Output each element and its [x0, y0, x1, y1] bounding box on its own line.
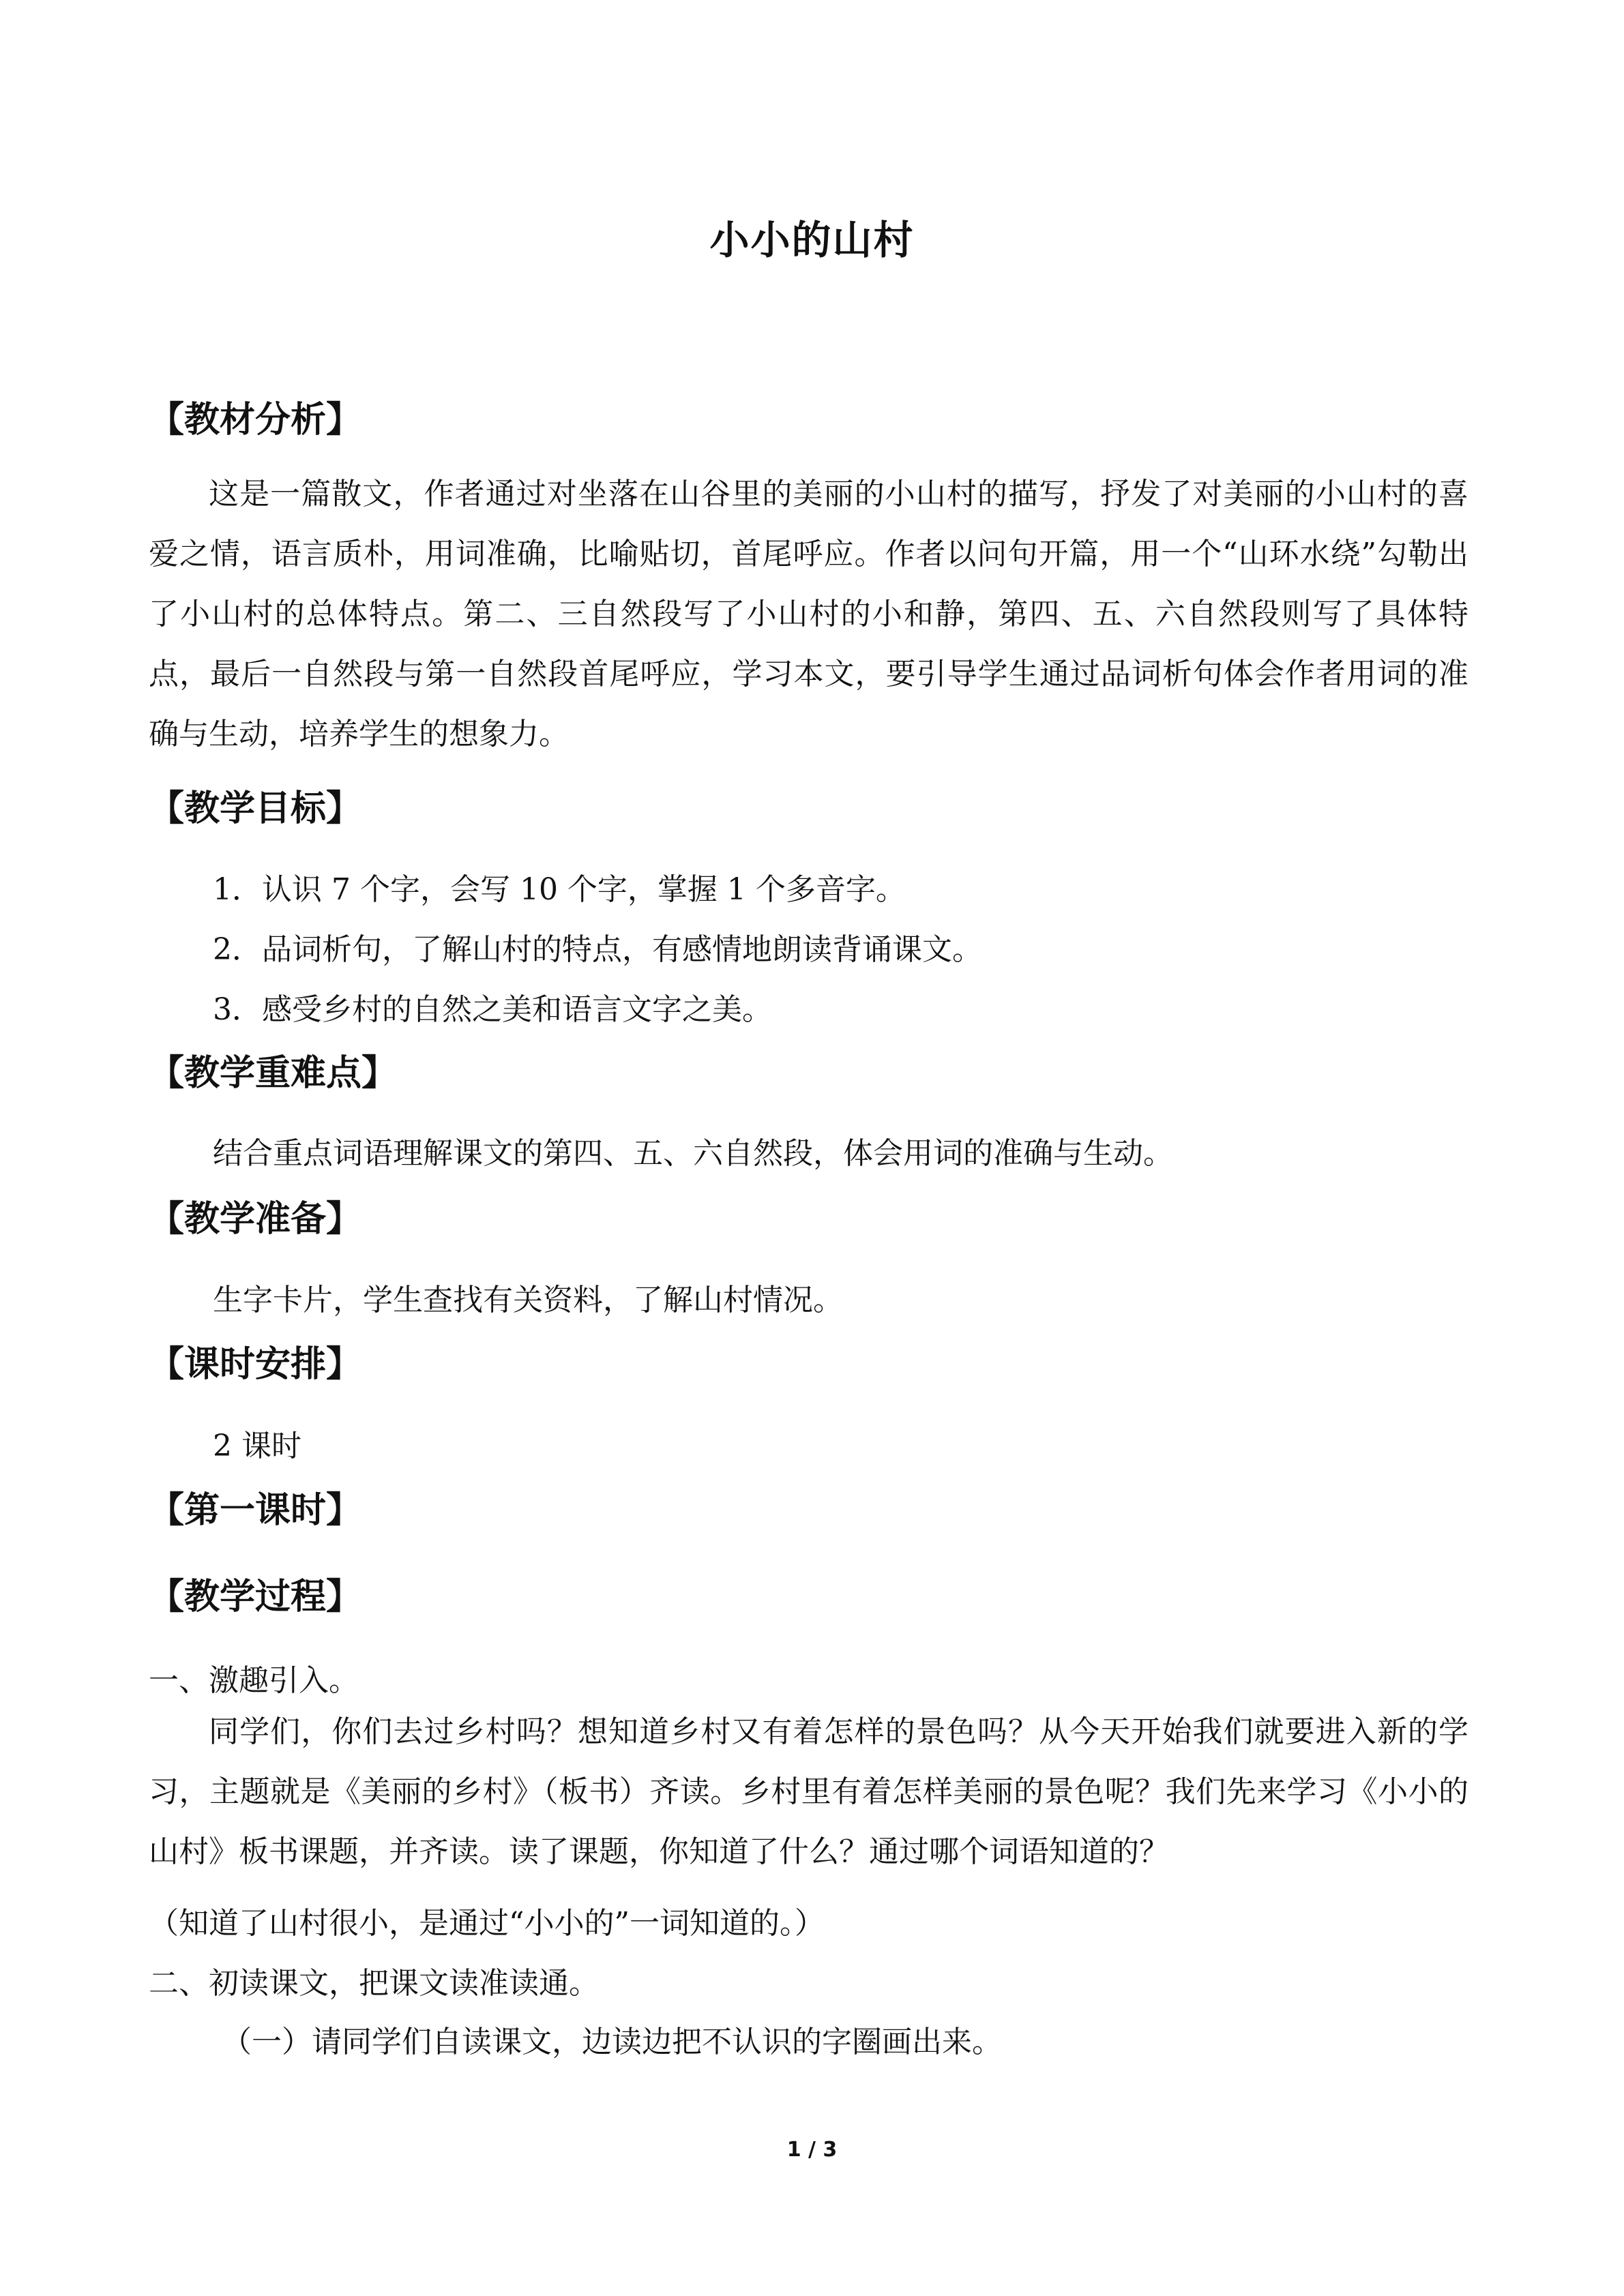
heading-preparation: 【教学准备】	[149, 1199, 362, 1240]
preparation-text: 生字卡片，学生查找有关资料，了解山村情况。	[213, 1283, 843, 1317]
heading-teaching-objectives: 【教学目标】	[149, 788, 362, 829]
key-points-text: 结合重点词语理解课文的第四、五、六自然段，体会用词的准确与生动。	[213, 1136, 1173, 1171]
process-step-1-paragraph: 同学们，你们去过乡村吗？想知道乡村又有着怎样的景色吗？从今天开始我们就要进入新的学习，主题就是《美丽的乡村》（板书）齐读。乡村里有着怎样美丽的景色呢？我们先来学习《小小的山村》板书课题，并齐读。读了课题，你知道了什么？通过哪个词语知道的？	[149, 1714, 1468, 1869]
heading-schedule: 【课时安排】	[149, 1344, 362, 1385]
page-number: 1 / 3	[786, 2138, 838, 2162]
objective-item-3: 3．感受乡村的自然之美和语言文字之美。	[213, 992, 772, 1027]
process-step-1-answer: （知道了山村很小，是通过“小小的”一词知道的。）	[149, 1906, 825, 1941]
objective-item-2: 2．品词析句，了解山村的特点，有感情地朗读背诵课文。	[213, 932, 982, 967]
process-step-2-sub-1: （一）请同学们自读课文，边读边把不认识的字圈画出来。	[222, 2025, 1002, 2059]
heading-key-points: 【教学重难点】	[149, 1053, 398, 1094]
schedule-text: 2 课时	[213, 1429, 301, 1463]
document-title: 小小的山村	[709, 217, 915, 263]
heading-first-lesson: 【第一课时】	[149, 1490, 362, 1531]
process-step-2-title: 二、初读课文，把课文读准读通。	[149, 1966, 599, 2001]
objective-item-1: 1．认识 7 个字，会写 10 个字，掌握 1 个多音字。	[213, 872, 906, 907]
analysis-paragraph: 这是一篇散文，作者通过对坐落在山谷里的美丽的小山村的描写，抒发了对美丽的小山村的喜爱之情，语言质朴，用词准确，比喻贴切，首尾呼应。作者以问句开篇，用一个“山环水绕”勾勒出了小山村的总体特点。第二、三自然段写了小山村的小和静，第四、五、六自然段则写了具体特点，最后一自然段与第一自然段首尾呼应，学习本文，要引导学生通过品词析句体会作者用词的准确与生动，培养学生的想象力。	[149, 477, 1468, 751]
heading-textbook-analysis: 【教材分析】	[149, 400, 362, 441]
process-step-1-title: 一、激趣引入。	[149, 1663, 359, 1698]
heading-teaching-process: 【教学过程】	[149, 1577, 362, 1617]
